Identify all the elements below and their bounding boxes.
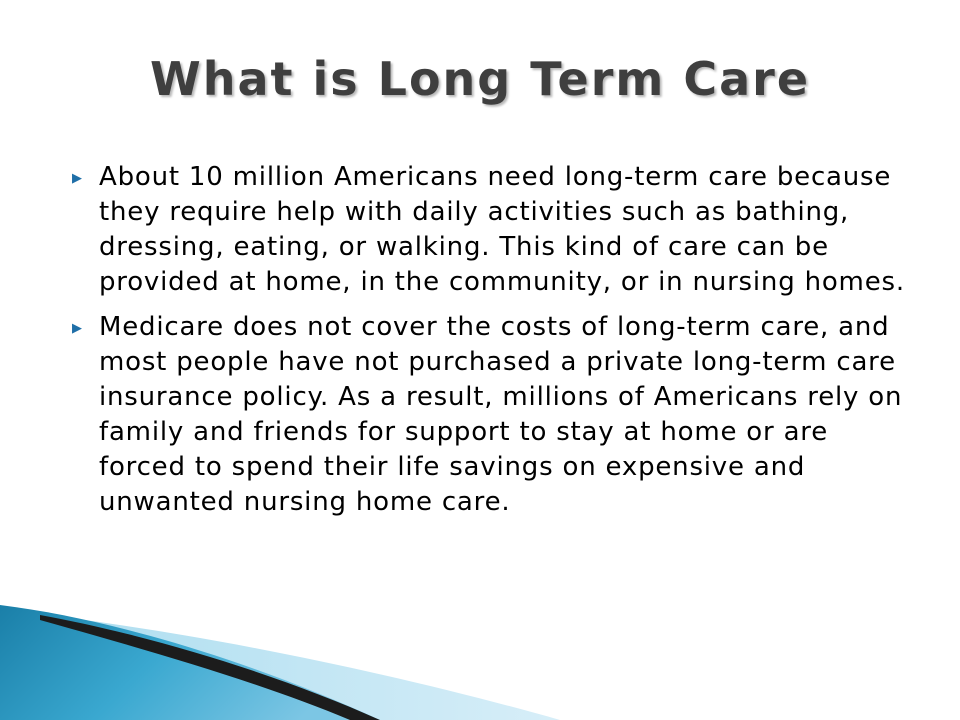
slide-title: What is Long Term Care [149, 52, 811, 106]
triangle-right-icon: ▶ [72, 171, 83, 186]
bullet-item [72, 160, 922, 300]
triangle-right-icon: ▶ [72, 321, 83, 336]
bullet-text: Medicare does not cover the costs of long-term care, and most people have not purchased a private long-term care insurance policy. As a result, millions of Americans rely on family and friends for support to stay at home or are forced to spend their life savings on expensive and unwanted nursing home care. [99, 312, 903, 517]
bullet-list [72, 160, 922, 530]
bullet-text: About 10 million Americans need long-term care because they require help with daily activities such as bathing, dressing, eating, or walking. This kind of care can be provided at home, in the community, or in nursing homes. [99, 162, 905, 297]
bottom-wave-decoration [0, 590, 960, 720]
bullet-item [72, 310, 922, 520]
